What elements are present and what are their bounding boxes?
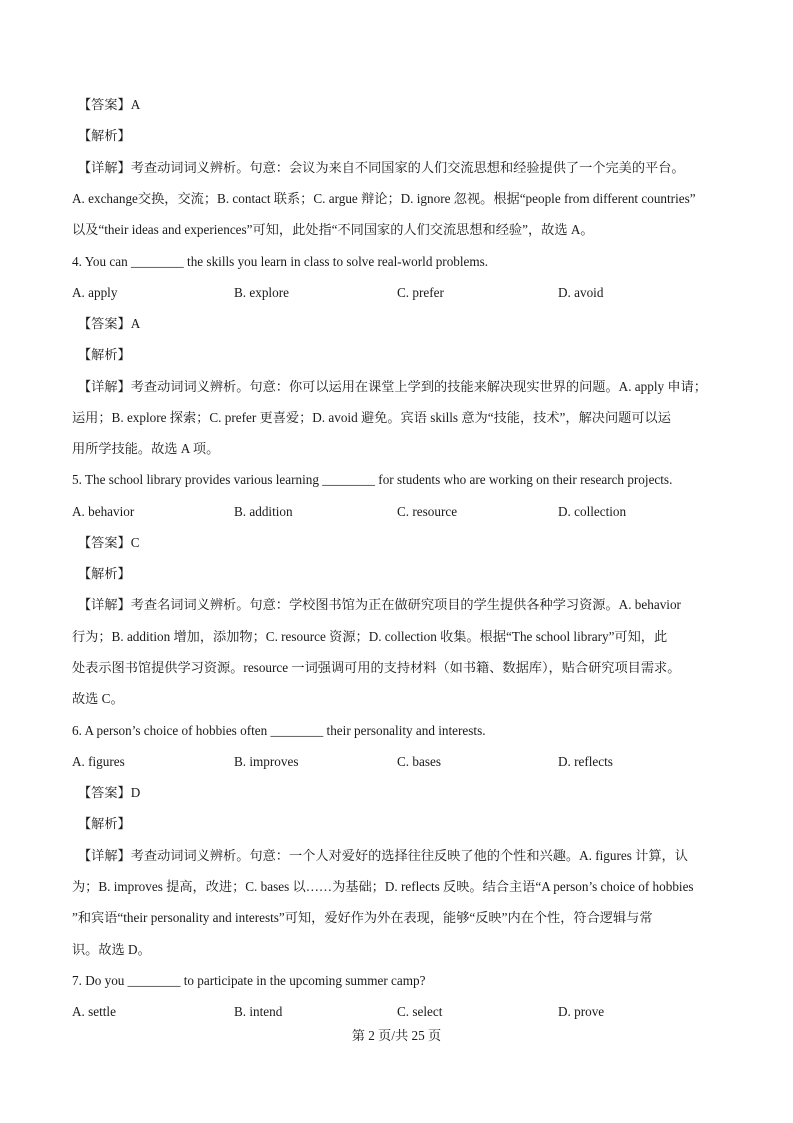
option-d: D. collection [558, 504, 627, 519]
option-row [72, 1004, 732, 1020]
detail-line: 行为；B. addition 增加，添加物；C. resource 资源；D. collection 收集。根据“The school library”可知，此 [72, 629, 668, 644]
option-c: C. bases [397, 754, 441, 769]
answer-label: 【答案】A [78, 97, 141, 112]
analysis-label: 【解析】 [78, 128, 131, 143]
detail-line: 识。故选 D。 [72, 942, 151, 957]
question-stem: 6. A person’s choice of hobbies often ________ their personality and interests. [72, 723, 486, 738]
option-b: B. intend [234, 1004, 283, 1019]
detail-line: 故选 C。 [72, 691, 124, 706]
option-b: B. addition [234, 504, 293, 519]
detail-line: 运用；B. explore 探索；C. prefer 更喜爱；D. avoid 避免。宾语 skills 意为“技能，技术”，解决问题可以运 [72, 410, 671, 425]
question-stem: 5. The school library provides various learning ________ for students who are working on their research projects. [72, 472, 673, 487]
detail-line: 为；B. improves 提高，改进；C. bases 以……为基础；D. reflects 反映。结合主语“A person’s choice of hobbies [72, 879, 694, 894]
detail-line: 处表示图书馆提供学习资源。resource 一词强调可用的支持材料（如书籍、数据库），贴合研究项目需求。 [72, 660, 681, 675]
option-row [72, 504, 732, 520]
option-d: D. prove [558, 1004, 605, 1019]
detail-line: 【详解】考查动词词义辨析。句意：你可以运用在课堂上学到的技能来解决现实世界的问题。A. apply 申请； [78, 379, 707, 394]
analysis-label: 【解析】 [78, 347, 131, 362]
detail-line: 以及“their ideas and experiences”可知，此处指“不同国家的人们交流思想和经验”，故选 A。 [72, 222, 594, 237]
analysis-label: 【解析】 [78, 816, 131, 831]
detail-line: 【详解】考查名词词义辨析。句意：学校图书馆为正在做研究项目的学生提供各种学习资源。A. behavior [78, 597, 681, 612]
question-stem: 4. You can ________ the skills you learn in class to solve real-world problems. [72, 254, 489, 269]
detail-line: 【详解】考查动词词义辨析。句意：会议为来自不同国家的人们交流思想和经验提供了一个完美的平台。 [78, 160, 685, 175]
option-b: B. improves [234, 754, 299, 769]
option-a: A. apply [72, 285, 118, 300]
option-c: C. prefer [397, 285, 444, 300]
detail-line: 【详解】考查动词词义辨析。句意：一个人对爱好的选择往往反映了他的个性和兴趣。A. figures 计算，认 [78, 848, 688, 863]
detail-line: 用所学技能。故选 A 项。 [72, 441, 220, 456]
option-a: A. settle [72, 1004, 116, 1019]
option-c: C. select [397, 1004, 443, 1019]
detail-line: A. exchange交换，交流；B. contact 联系；C. argue 辩论；D. ignore 忽视。根据“people from different countries” [72, 191, 696, 206]
option-d: D. avoid [558, 285, 604, 300]
option-a: A. behavior [72, 504, 135, 519]
answer-label: 【答案】D [78, 785, 141, 800]
option-c: C. resource [397, 504, 458, 519]
analysis-label: 【解析】 [78, 566, 131, 581]
answer-label: 【答案】A [78, 316, 141, 331]
answer-label: 【答案】C [78, 535, 140, 550]
option-a: A. figures [72, 754, 125, 769]
option-row [72, 754, 732, 770]
question-stem: 7. Do you ________ to participate in the upcoming summer camp? [72, 973, 426, 988]
option-b: B. explore [234, 285, 289, 300]
detail-line: ”和宾语“their personality and interests”可知，爱好作为外在表现，能够“反映”内在个性，符合逻辑与常 [72, 910, 653, 925]
page-footer: 第 2 页/共 25 页 [351, 1028, 442, 1043]
option-row [72, 285, 732, 301]
option-d: D. reflects [558, 754, 613, 769]
